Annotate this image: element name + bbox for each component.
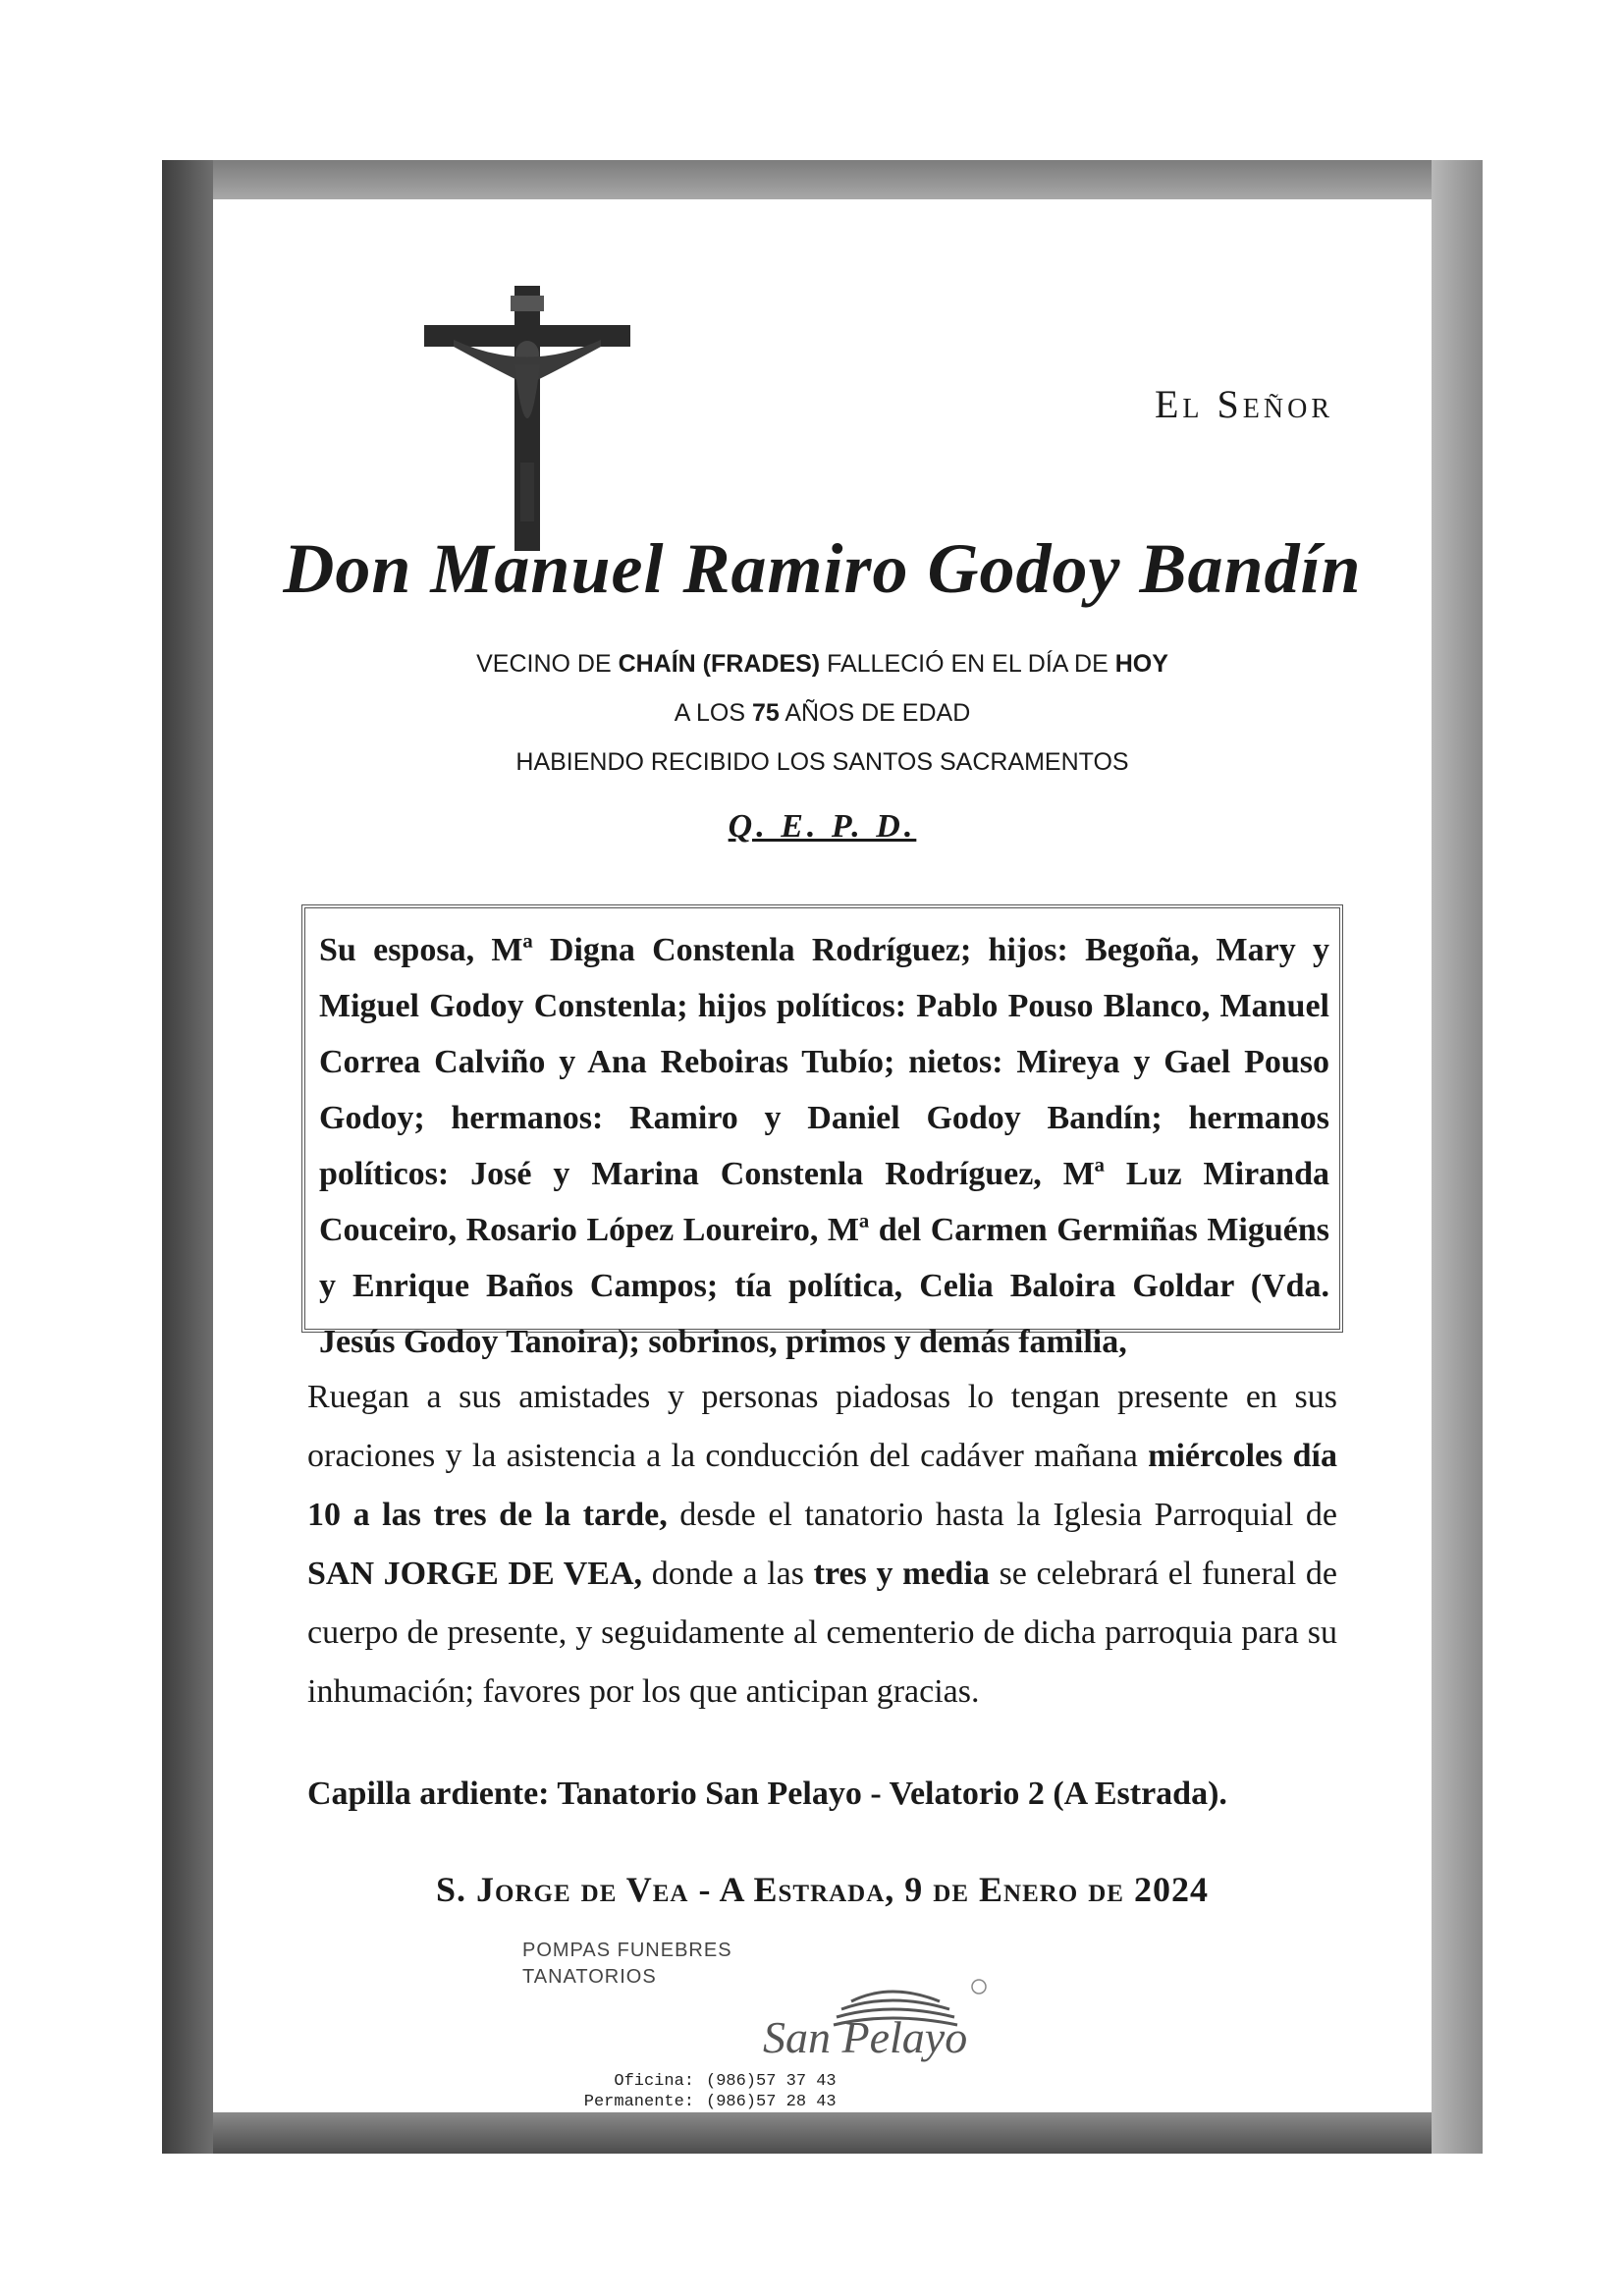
place-date-line: S. Jorge de Vea - A Estrada, 9 de Enero de 2024 [436, 1870, 1209, 1909]
logo-wordmark: San Pelayo [763, 2012, 968, 2062]
permanent-phone-row: Permanente: (986)57 28 43 [583, 2093, 837, 2111]
chapel-info: Capilla ardiente: Tanatorio San Pelayo - Velatorio 2 (A Estrada). [307, 1776, 1227, 1812]
family-list: Su esposa, Mª Digna Constenla Rodríguez; hijos: Begoña, Mary y Miguel Godoy Constenla; hijos políticos: Pablo Pouso Blanco, Manuel Correa Calviño y Ana Reboiras Tubío; nietos: Mireya y Gael Pouso Godoy; hermanos: Ramiro y Daniel Godoy Bandín; hermanos políticos: José y Marina Constenla Rodríguez, Mª Luz Miranda Couceiro, Rosario López Loureiro, Mª del Carmen Germiñas Miguéns y Enrique Baños Campos; tía política, Celia Baloira Goldar (Vda. Jesús Godoy Tanoira); sobrinos, primos y demás familia, [319, 932, 1329, 1360]
contact-phones [565, 2071, 837, 2112]
obituary-panel [213, 199, 1432, 2112]
office-phone-row: Oficina: (986)57 37 43 [614, 2072, 837, 2091]
beveled-frame [162, 160, 1483, 2154]
frame-bottom-edge [162, 2112, 1483, 2154]
frame-left-edge [162, 160, 213, 2154]
frame-top-edge [162, 160, 1483, 199]
deceased-name: Don Manuel Ramiro Godoy Bandín [283, 529, 1362, 608]
funeral-invitation: Ruegan a sus amistades y personas piadosas lo tengan presente en sus oraciones y la asistencia a la conducción del cadáver mañana miércoles día 10 a las tres de la tarde, desde el tanatorio hasta la Iglesia Parroquial de SAN JORGE DE VEA, donde a las tres y media se celebrará el funeral de cuerpo de presente, y seguidamente al cementerio de dicha parroquia para su inhumación; favores por los que anticipan gracias. [307, 1379, 1338, 1710]
family-box [301, 904, 1343, 1360]
details-line-1: VECINO DE CHAÍN (FRADES) FALLECIÓ EN EL DÍA DE HOY [476, 650, 1168, 678]
funeral-home-label: POMPAS FUNEBRES TANATORIOS [522, 1940, 732, 1988]
details-line-2: A LOS 75 AÑOS DE EDAD [674, 699, 971, 727]
qepd-mark: Q. E. P. D. [728, 808, 917, 845]
frame-right-edge [1432, 160, 1483, 2154]
deceased-details [213, 639, 1432, 787]
title-label: El Señor [1154, 382, 1333, 426]
details-line-3: HABIENDO RECIBIDO LOS SANTOS SACRAMENTOS [515, 748, 1129, 776]
crucifix-icon [424, 286, 630, 551]
